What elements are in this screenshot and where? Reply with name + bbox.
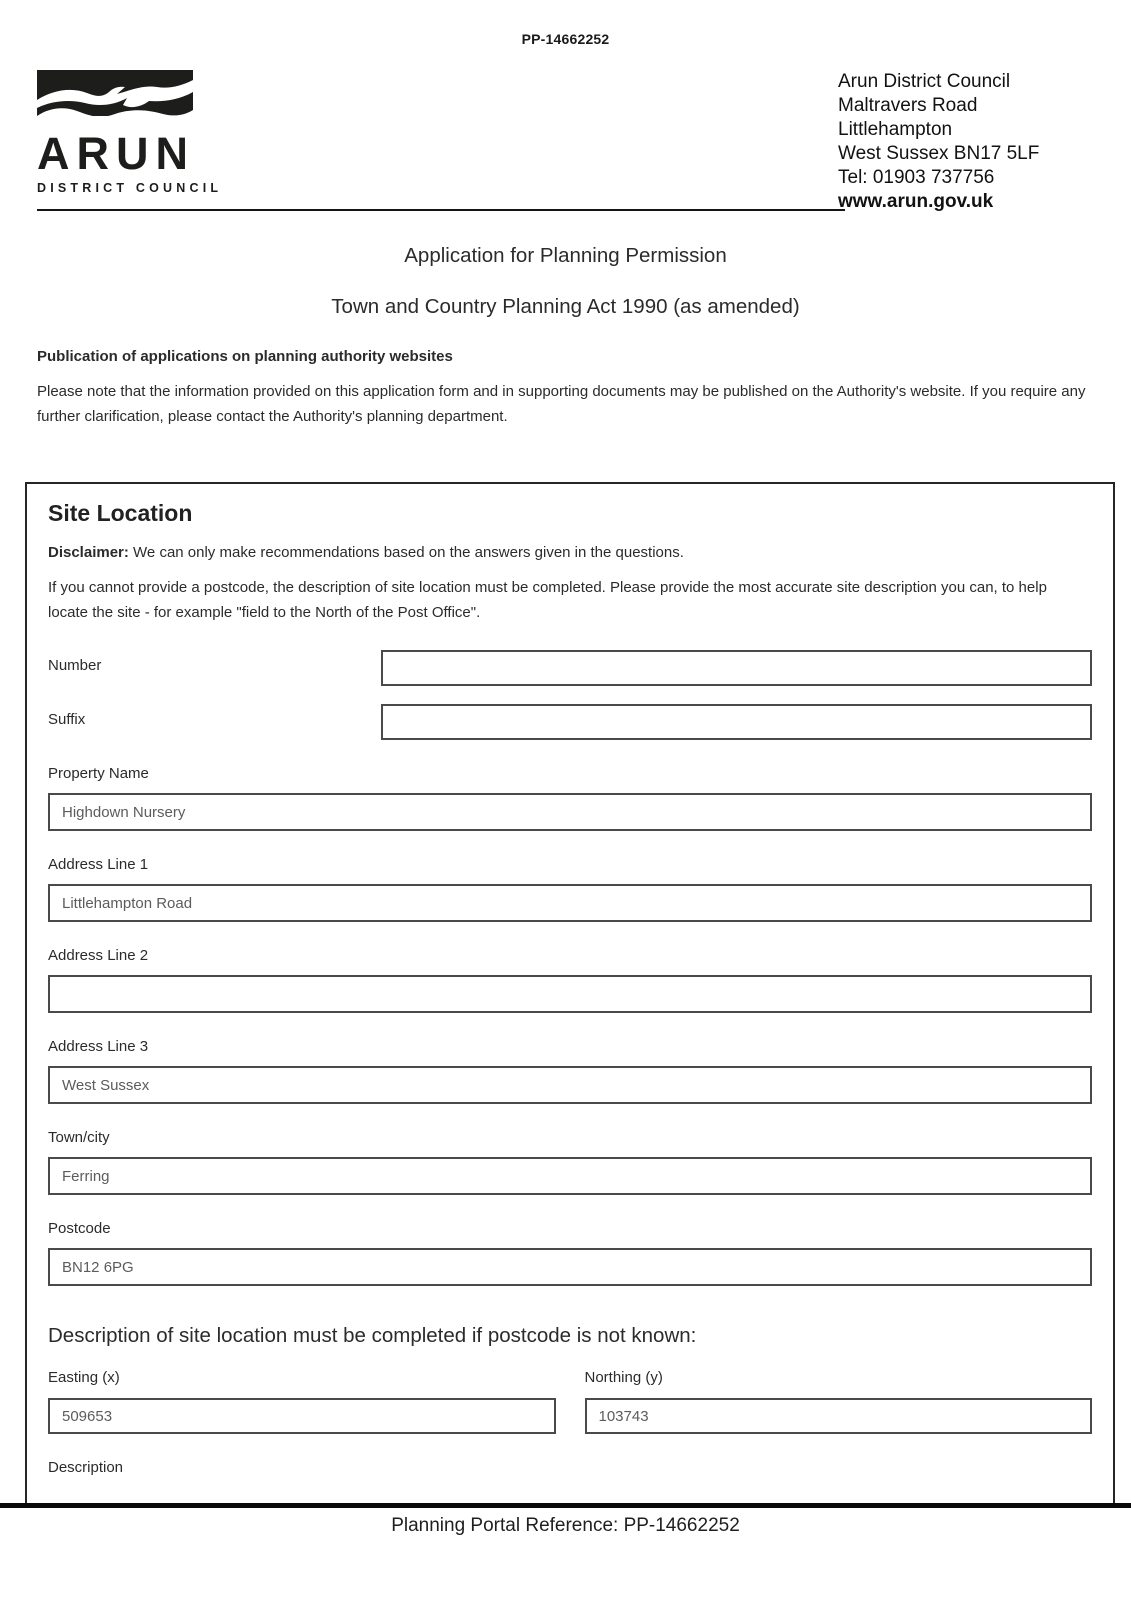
easting-label: Easting (x)	[48, 1369, 120, 1386]
easting-input[interactable]	[48, 1398, 556, 1434]
logo-subtitle: DISTRICT COUNCIL	[37, 181, 223, 195]
number-input[interactable]	[381, 650, 1092, 686]
suffix-input[interactable]	[381, 704, 1092, 740]
publication-heading: Publication of applications on planning authority websites	[37, 348, 453, 365]
portal-reference-footer: Planning Portal Reference: PP-14662252	[391, 1515, 740, 1536]
phone-number: Tel: 01903 737756	[838, 167, 995, 188]
council-address	[838, 70, 1106, 214]
disclaimer-body: We can only make recommendations based on the answers given in the questions.	[128, 544, 684, 561]
town-city-input[interactable]	[48, 1157, 1092, 1195]
description-field	[48, 1459, 1092, 1476]
postcode-label: Postcode	[48, 1220, 111, 1237]
address-line: West Sussex BN17 5LF	[838, 143, 1040, 164]
form-title: Application for Planning Permission	[404, 244, 727, 267]
publication-body: Please note that the information provided on this application form and in supporting documents may be published on the Authority's website. If you require any further clarification, please contact the Authority's planning department.	[37, 383, 1086, 425]
northing-input[interactable]	[585, 1398, 1093, 1434]
page-break-divider	[0, 1503, 1131, 1508]
address-line-3-label: Address Line 3	[48, 1038, 149, 1055]
disclaimer-label: Disclaimer:	[48, 544, 129, 561]
arun-logo	[37, 70, 223, 195]
property-name-label: Property Name	[48, 765, 149, 782]
property-name-input[interactable]	[48, 793, 1092, 831]
address-line-2-input[interactable]	[48, 975, 1092, 1013]
town-city-label: Town/city	[48, 1129, 110, 1146]
northing-field	[585, 1369, 1093, 1434]
address-line-1-input[interactable]	[48, 884, 1092, 922]
section-title: Site Location	[48, 500, 193, 526]
postcode-input[interactable]	[48, 1248, 1092, 1286]
address-line: Littlehampton	[838, 119, 953, 140]
logo-wordmark: ARUN	[37, 128, 195, 179]
address-line-3-input[interactable]	[48, 1066, 1092, 1104]
postcode-field	[48, 1220, 1092, 1286]
coordinates-row	[48, 1369, 1092, 1434]
suffix-label: Suffix	[48, 711, 86, 728]
address-line: Arun District Council	[838, 71, 1011, 92]
suffix-row	[48, 704, 1092, 740]
postcode-instructions: If you cannot provide a postcode, the description of site location must be completed. Please provide the most accurate site description you can, to help locate the site - for example "field to the North of the Post Office".	[48, 579, 1047, 621]
form-subtitle: Town and Country Planning Act 1990 (as amended)	[331, 295, 800, 318]
easting-field	[48, 1369, 556, 1434]
address-line-1-label: Address Line 1	[48, 856, 149, 873]
top-reference: PP-14662252	[521, 31, 610, 47]
address-line: Maltravers Road	[838, 95, 978, 116]
number-row	[48, 650, 1092, 686]
disclaimer-text	[48, 544, 1092, 561]
property-name-field	[48, 765, 1092, 831]
description-label: Description	[48, 1459, 124, 1476]
bird-over-waves-icon	[37, 70, 193, 128]
website-link: www.arun.gov.uk	[838, 191, 994, 212]
address-line-1-field	[48, 856, 1092, 922]
address-line-2-field	[48, 947, 1092, 1013]
description-requirement-heading: Description of site location must be completed if postcode is not known:	[48, 1324, 697, 1347]
site-location-section	[25, 482, 1115, 1503]
town-city-field	[48, 1129, 1092, 1195]
address-line-3-field	[48, 1038, 1092, 1104]
number-label: Number	[48, 657, 102, 674]
northing-label: Northing (y)	[584, 1369, 663, 1386]
address-line-2-label: Address Line 2	[48, 947, 149, 964]
header-divider	[37, 209, 845, 211]
page-header	[37, 70, 1106, 214]
